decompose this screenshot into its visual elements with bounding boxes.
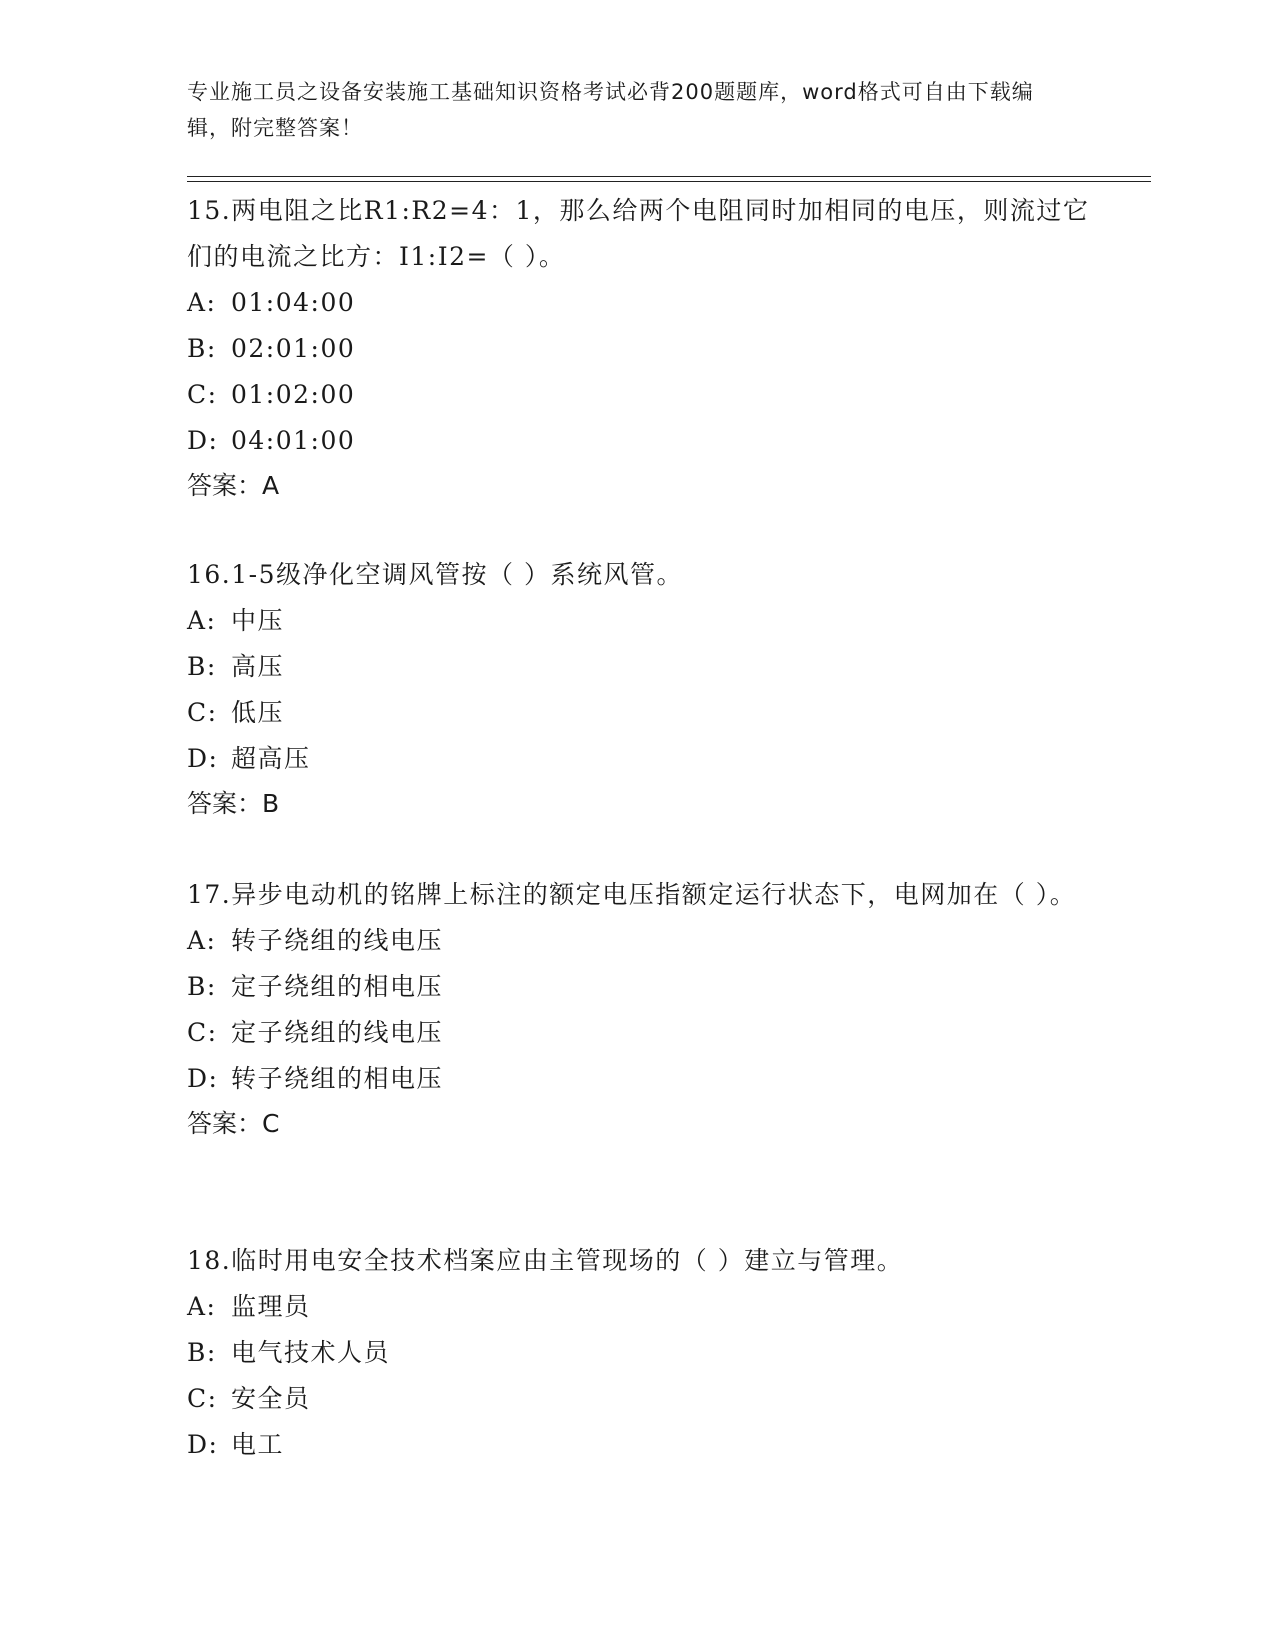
- option-key: B:: [187, 1338, 217, 1367]
- option-b: [187, 326, 1107, 372]
- option-text: 安全员: [231, 1384, 311, 1413]
- option-key: D:: [187, 426, 219, 455]
- option-d: [187, 736, 1107, 782]
- option-key: D:: [187, 744, 219, 773]
- option-text: 监理员: [231, 1292, 311, 1321]
- option-b: [187, 964, 1107, 1010]
- option-key: C:: [187, 1384, 218, 1413]
- question-18: [187, 1238, 1107, 1468]
- question-16: [187, 552, 1107, 826]
- option-c: [187, 690, 1107, 736]
- answer-line: 答案：B: [187, 789, 280, 818]
- option-text: 定子绕组的线电压: [231, 1018, 444, 1047]
- header-divider-bottom: [187, 181, 1151, 182]
- option-text: 定子绕组的相电压: [231, 972, 444, 1001]
- option-key: D:: [187, 1064, 219, 1093]
- option-text: 电工: [231, 1430, 285, 1459]
- option-text: 01:04:00: [231, 288, 356, 317]
- option-key: B:: [187, 972, 217, 1001]
- option-text: 超高压: [231, 744, 311, 773]
- option-text: 低压: [231, 698, 285, 727]
- option-a: [187, 598, 1107, 644]
- option-b: [187, 644, 1107, 690]
- option-text: 转子绕组的线电压: [231, 926, 444, 955]
- answer-line: 答案：C: [187, 1109, 280, 1138]
- answer-line: 答案：A: [187, 471, 280, 500]
- option-key: A:: [187, 926, 217, 955]
- option-key: C:: [187, 698, 218, 727]
- option-c: [187, 1010, 1107, 1056]
- option-key: C:: [187, 380, 218, 409]
- option-key: B:: [187, 652, 217, 681]
- option-c: [187, 372, 1107, 418]
- document-header: 专业施工员之设备安装施工基础知识资格考试必背200题题库，word格式可自由下载编辑，附完整答案！: [187, 80, 1034, 140]
- option-text: 04:01:00: [231, 426, 356, 455]
- header-divider-top: [187, 176, 1151, 177]
- question-stem: 15.两电阻之比R1:R2=4：1，那么给两个电阻同时加相同的电压，则流过它们的电流之比方：I1:I2=（ ）。: [187, 196, 1090, 271]
- option-key: A:: [187, 1292, 217, 1321]
- option-text: 中压: [231, 606, 285, 635]
- option-d: [187, 1422, 1107, 1468]
- option-key: C:: [187, 1018, 218, 1047]
- option-c: [187, 1376, 1107, 1422]
- option-key: D:: [187, 1430, 219, 1459]
- option-text: 01:02:00: [231, 380, 356, 409]
- option-text: 02:01:00: [231, 334, 356, 363]
- option-a: [187, 1284, 1107, 1330]
- option-key: A:: [187, 288, 217, 317]
- question-15: [187, 188, 1107, 508]
- option-text: 转子绕组的相电压: [231, 1064, 444, 1093]
- question-stem: 18.临时用电安全技术档案应由主管现场的（ ）建立与管理。: [187, 1246, 904, 1275]
- option-a: [187, 280, 1107, 326]
- option-a: [187, 918, 1107, 964]
- question-17: [187, 872, 1107, 1146]
- option-text: 高压: [231, 652, 285, 681]
- option-b: [187, 1330, 1107, 1376]
- option-key: B:: [187, 334, 217, 363]
- question-stem: 17.异步电动机的铭牌上标注的额定电压指额定运行状态下，电网加在（ ）。: [187, 880, 1077, 909]
- option-key: A:: [187, 606, 217, 635]
- question-stem: 16.1-5级净化空调风管按（ ）系统风管。: [187, 560, 683, 589]
- option-d: [187, 1056, 1107, 1102]
- option-text: 电气技术人员: [231, 1338, 391, 1367]
- option-d: [187, 418, 1107, 464]
